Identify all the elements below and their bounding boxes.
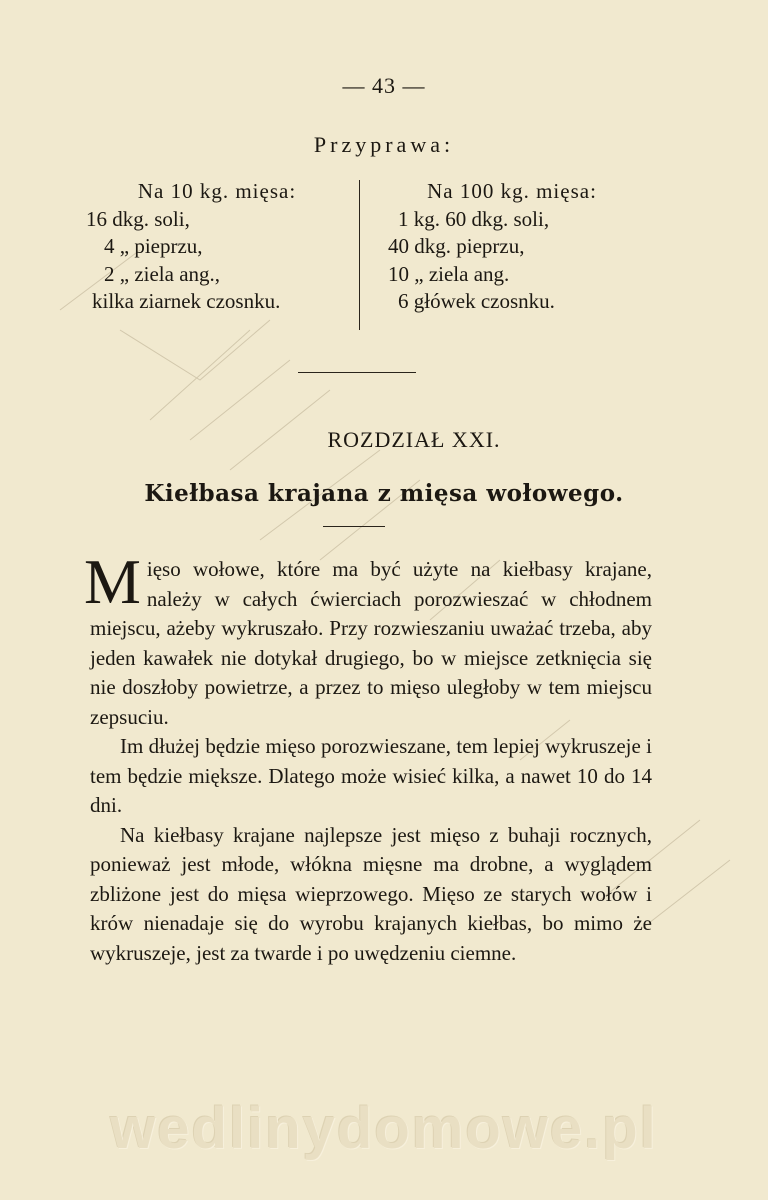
paragraph-1-text: ięso wołowe, które ma być użyte na kiełbasy krajane, należy w całych ćwierciach porozwieszać w chłodnem miejscu, ażeby wykruszało. Przy rozwieszaniu uważać trzeba, aby jeden kawałek nie dotykał drugiego, bo w miejsce zetknięcia się nie doszłoby powietrze, a przez to mięso uległoby w tem miejscu zepsuciu.: [90, 557, 652, 729]
spice-column-10kg: [86, 178, 348, 316]
spice-row: kilka ziarnek czosnku.: [92, 289, 281, 313]
column-header: Na 100 kg. mięsa:: [427, 179, 597, 203]
paragraph-1: [84, 546, 652, 732]
spice-row: 2 „ ziela ang.,: [104, 261, 221, 286]
title-rule: [323, 526, 385, 527]
spice-row: 40 dkg. pieprzu,: [388, 234, 525, 258]
spice-heading: Przyprawa:: [313, 132, 455, 157]
paragraph-2: Im dłużej będzie mięso porozwieszane, tem lepiej wykruszeje i tem będzie miększe. Dlatego może wisieć kilka, a nawet 10 do 14 dni.: [90, 734, 652, 817]
spice-row: 10 „ ziela ang.: [388, 261, 510, 286]
chapter-heading: ROZDZIAŁ XXI.: [327, 427, 501, 452]
spice-column-100kg: [382, 178, 642, 316]
recipe-body: [84, 546, 652, 968]
spice-row: 4 „ pieprzu,: [104, 234, 203, 258]
drop-cap: M: [84, 546, 141, 617]
spice-row: 16 dkg. soli,: [86, 206, 190, 231]
column-header: Na 10 kg. mięsa:: [137, 179, 297, 203]
watermark: wedlinydomowe.pl: [110, 1096, 658, 1161]
page-number: — 43 —: [342, 73, 426, 98]
column-divider: [359, 180, 360, 330]
spice-row: 1 kg. 60 dkg. soli,: [398, 206, 550, 231]
section-rule: [298, 372, 416, 373]
recipe-title: Kiełbasa krajana z mięsa wołowego.: [144, 480, 624, 507]
spice-row: 6 główek czosnku.: [398, 289, 555, 313]
paragraph-3: Na kiełbasy krajane najlepsze jest mięso z buhaji rocznych, ponieważ jest młode, włókna mięsne ma drobne, a wyglądem zbliżone jest do mięsa wieprzowego. Mięso ze starych wołów i krów nienadaje się do wyrobu krajanych kiełbas, bo mimo że wykruszeje, jest za twarde i po uwędzeniu ciemne.: [90, 822, 652, 965]
